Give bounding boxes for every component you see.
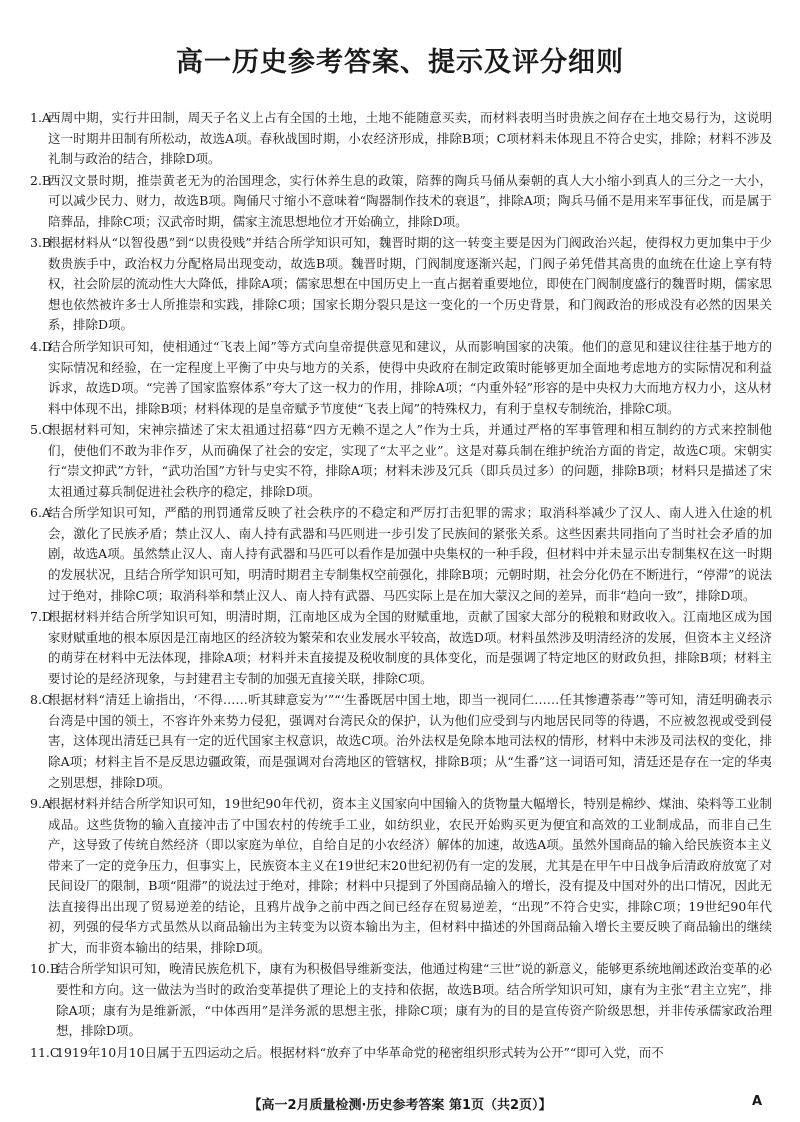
answer-item (30, 794, 772, 958)
answer-item (30, 108, 772, 170)
answer-item (30, 171, 772, 233)
answer-item (30, 1043, 772, 1064)
answer-number: 10.B (30, 961, 60, 977)
answer-explanation: 结合所学知识可知，晚清民族危机下，康有为积极倡导维新变法，他通过构建“三世”说的新意义，能够更系统地阐述政治变革的必要性和方向。这一做法为当时的政治变革提供了理论上的支持和依据，故选B项。结合所学知识可知，康有为主张“君主立宪”，排除A项；康有为是维新派，“中体西用”是洋务派的思想主张，排除C项；康有为的目的是宣传资产阶级思想，并非传承儒家政治理想，排除D项。 (56, 961, 772, 1039)
answer-explanation: 1919年10月10日属于五四运动之后。根据材料“放弃了中华革命党的秘密组织形式转为公开”“即可入党，而不 (56, 1044, 664, 1060)
answer-number: 7.D (30, 609, 52, 625)
answer-number: 11.C (30, 1044, 60, 1060)
answer-explanation: 结合所学知识可知，严酷的刑罚通常反映了社会秩序的不稳定和严厉打击犯罪的需求；取消科举减少了汉人、南人进入仕途的机会，激化了民族矛盾；禁止汉人、南人持有武器和马匹则进一步引发了民族间的紧张关系。这些因素共同指向了当时社会矛盾的加剧，故选A项。虽然禁止汉人、南人持有武器和马匹可以看作是加强中央集权的一种手段，但材料中并未显示出专制集权在这一时期的发展状况，且结合所学知识可知，明清时期君主专制集权空前强化，排除B项；元朝时期，社会分化仍在不断进行，“停滞”的说法过于绝对，排除C项；取消科举和禁止汉人、南人持有武器、马匹实际上是在加大蒙汉之间的差异，而非“趋向一致”，排除D项。 (48, 505, 772, 603)
answer-number: 6.A (30, 505, 51, 521)
answer-number: 3.B (30, 235, 52, 251)
answer-number: 9.A (30, 796, 51, 812)
answer-item (30, 337, 772, 419)
answer-list (30, 108, 772, 1064)
answer-explanation: 根据材料“清廷上谕指出，‘不得……听其肆意妄为’”“‘生番既居中国土地，即当一视同仁……任其惨遭荼毒’”等可知，清廷明确表示台湾是中国的领土，不容许外来势力侵犯，强调对台湾民众的保护，认为他们应受到与内地居民同等的待遇，不应被忽视或受到侵害，这体现出清廷已具有一定的近代国家主权意识，故选C项。治外法权是免除本地司法权的情形，材料中未涉及司法权的变化，排除A项；材料主旨不是反思边疆政策，而是强调对台湾地区的管辖权，排除B项；从“生番”这一词语可知，清廷还是存在一定的华夷之别思想，排除D项。 (48, 692, 772, 790)
answer-item (30, 607, 772, 689)
answer-item (30, 503, 772, 606)
answer-number: 1.A (30, 110, 51, 125)
answer-explanation: 根据材料并结合所学知识可知，19世纪90年代初，资本主义国家向中国输入的货物量大幅增长，特别是棉纱、煤油、染料等工业制成品。这些货物的输入直接冲击了中国农村的传统手工业，如纺织业，农民开始购买更为便宜和高效的工业制成品，而非自己生产，这导致了传统自然经济（即以家庭为单位，自给自足的小农经济）解体的加速，故选A项。虽然外国商品的输入给民族资本主义带来了一定的竞争压力，但事实上，民族资本主义在19世纪末20世纪初仍有一定的发展，尤其是在甲午中日战争后清政府放宽了对民间设厂的限制，B项“阻滞”的说法过于绝对，排除；材料中只提到了外国商品输入的增长，没有提及中国对外的出口情况，因此无法直接得出出现了贸易逆差的结论，且鸦片战争之前中西之间已经存在贸易逆差，“出现”不符合史实，排除C项；19世纪90年代初，列强的侵华方式虽然从以商品输出为主转变为以资本输出为主，但材料中描述的外国商品输入增长主要反映了商品输出的继续扩大，而非资本输出的结果，排除D项。 (48, 796, 772, 955)
answer-explanation: 西周中期，实行井田制，周天子名义上占有全国的土地，土地不能随意买卖，而材料表明当时贵族之间存在土地交易行为，这说明这一时期井田制有所松动，故选A项。春秋战国时期，小农经济形成，排除B项；C项材料未体现且不符合史实，排除；材料不涉及礼制与政治的结合，排除D项。 (48, 110, 772, 167)
answer-explanation: 结合所学知识可知，使相通过“飞表上闻”等方式向皇帝提供意见和建议，从而影响国家的决策。他们的意见和建议往往基于地方的实际情况和经验，在一定程度上平衡了中央与地方的关系，使得中央政府在制定政策时能够更加全面地考虑地方的实际情况和利益诉求，故选D项。“完善了国家监察体系”夸大了这一权力的作用，排除A项；“内重外轻”形容的是中央权力大而地方权力小，这从材料中体现不出，排除B项；材料体现的是皇帝赋予节度使“飞表上闻”的特殊权力，有利于皇权专制统治，排除C项。 (48, 339, 772, 416)
answer-item (30, 959, 772, 1041)
answer-item (30, 690, 772, 793)
answer-explanation: 根据材料并结合所学知识可知，明清时期，江南地区成为全国的财赋重地，贡献了国家大部分的税粮和财政收入。江南地区成为国家财赋重地的根本原因是江南地区的经济较为繁荣和农业发展水平较高，故选D项。材料虽然涉及明清经济的发展，但资本主义经济的萌芽在材料中无法体现，排除A项；材料并未直接提及税收制度的具体变化，而是强调了特定地区的财政负担，排除B项；材料主要讨论的是经济现象，与封建君主专制的加强无直接关联，排除C项。 (48, 609, 772, 686)
answer-number: 2.B (30, 172, 52, 188)
answer-number: 4.D (30, 339, 52, 355)
answer-explanation: 根据材料可知，宋神宗描述了宋太祖通过招募“四方无赖不逞之人”作为士兵，并通过严格的军事管理和相互制约的方式来控制他们，使他们不敢为非作歹，从而确保了社会的安定，实现了“太平之业”。这是对募兵制在维护统治方面的肯定，故选C项。宋朝实行“崇文抑武”方针，“武功治国”方针与史实不符，排除A项；材料未涉及冗兵（即兵员过多）的问题，排除B项；材料只是描述了宋太祖通过募兵制促进社会秩序的稳定，排除D项。 (48, 422, 772, 499)
footer-label: 【高一2月质量检测·历史参考答案 第1页（共2页）】 (248, 1098, 552, 1113)
page-title: 高一历史参考答案、提示及评分细则 (176, 47, 624, 78)
answer-explanation: 西汉文景时期，推崇黄老无为的治国理念，实行休养生息的政策，陪葬的陶兵马俑从秦朝的真人大小缩小到真人的三分之一大小，可以减少民力、财力，故选B项。陶俑尺寸缩小不意味着“陶器制作技术的衰退”，排除A项；陶兵马俑不是用来军事征伐，而是属于陪葬品，排除C项；汉武帝时期，儒家主流思想地位才开始确立，排除D项。 (48, 172, 772, 229)
answer-item (30, 233, 772, 336)
answer-explanation: 根据材料从“以智役愚”到“以贵役贱”并结合所学知识可知，魏晋时期的这一转变主要是因为门阀政治兴起，使得权力更加集中于少数贵族手中，政治权力分配格局出现变动，故选B项。魏晋时期，门阀制度逐渐兴起，门阀子弟凭借其高贵的血统在仕途上享有特权，社会阶层的流动性大大降低，排除A项；儒家思想在中国历史上一直占据着重要地位，即使在门阀制度盛行的魏晋时期，儒家思想也依然被许多士人所推崇和实践，排除C项；国家长期分裂只是这一变化的一个历史背景，和门阀政治的形成没有必然的因果关系，排除D项。 (48, 235, 772, 333)
paper-version-letter: A (751, 1094, 762, 1109)
answer-number: 8.C (30, 692, 52, 708)
answer-number: 5.C (30, 422, 52, 438)
answer-item (30, 420, 772, 502)
